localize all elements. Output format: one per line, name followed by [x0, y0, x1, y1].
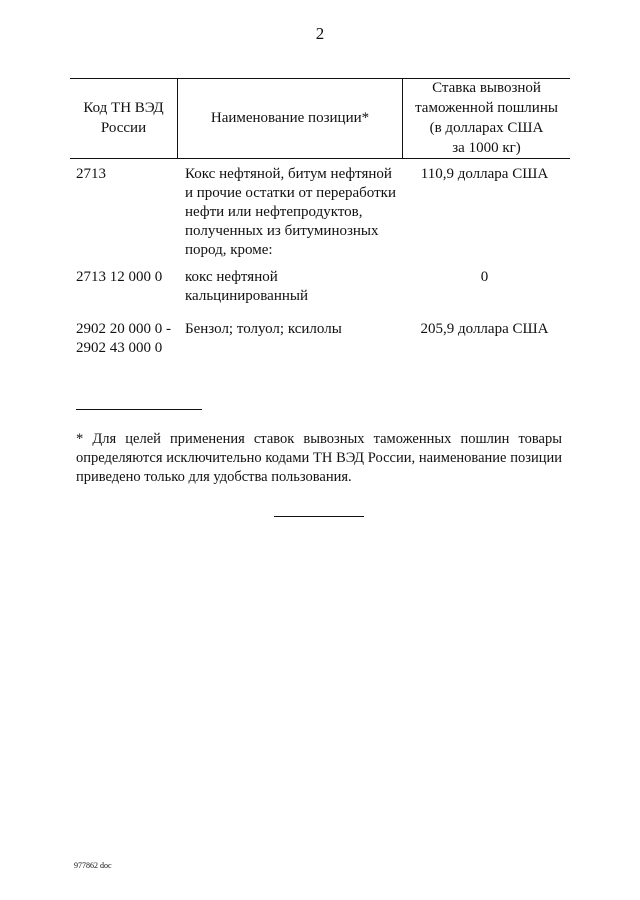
row-code: 2713	[76, 166, 106, 182]
page-number: 2	[315, 24, 325, 43]
row-name: Кокс нефтяной, битум нефтяной и прочие остатки от переработки нефти или нефтепродуктов, полученных из битуминозных пород, кроме:	[185, 166, 396, 258]
header-rate: Ставка вывозной таможенной пошлины (в долларах США за 1000 кг)	[415, 80, 558, 156]
row-code: 2902 20 000 0 - 2902 43 000 0	[76, 321, 171, 356]
end-of-document-rule	[274, 516, 364, 517]
header-code: Код ТН ВЭД России	[83, 100, 164, 136]
row-rate: 110,9 доллара США	[420, 166, 549, 182]
row-code: 2713 12 000 0	[76, 269, 163, 285]
row-rate: 0	[480, 269, 489, 285]
document-id: 977862 doc	[74, 861, 112, 870]
table-header-rule	[70, 158, 570, 159]
row-name: кокс нефтяной кальцинированный	[185, 269, 308, 304]
footnote-separator	[76, 409, 202, 410]
footnote: * Для целей применения ставок вывозных таможенных пошлин товары определяются исключительно кодами ТН ВЭД России, наименование позиции приведено только для удобства пользования.	[76, 431, 562, 485]
header-name: Наименование позиции*	[210, 110, 370, 126]
row-name: Бензол; толуол; ксилолы	[185, 321, 342, 337]
row-rate: 205,9 доллара США	[420, 321, 549, 337]
